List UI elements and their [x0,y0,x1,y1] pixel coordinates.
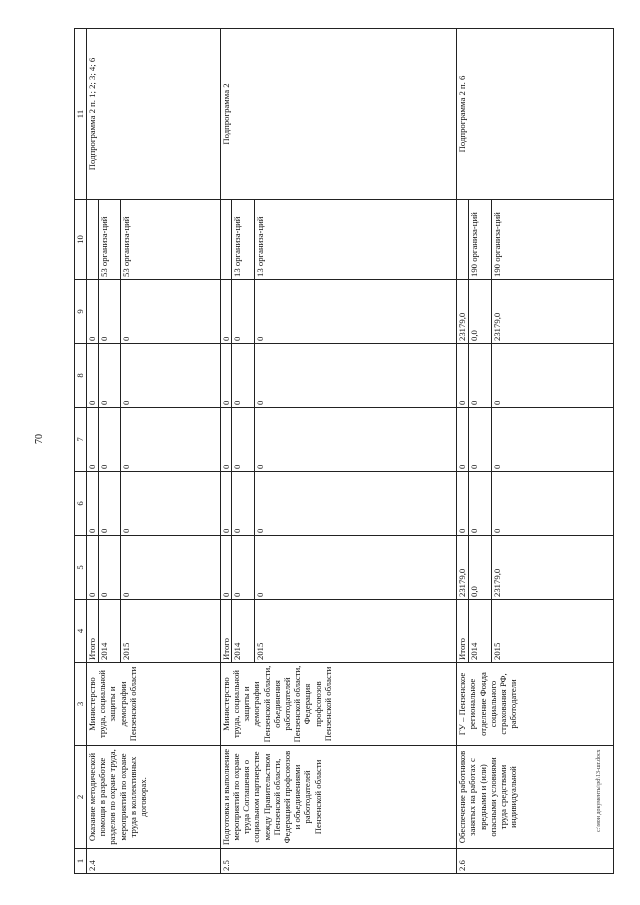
indicator-cell: 190 организа-ций [491,200,613,280]
value-cell: 0 [98,344,121,408]
program-table [74,28,614,874]
activity-name: Оказание методической помощи в разработке разделов по охране труда, мероприятий по охране труда в коллективных договорах. [87,746,221,849]
subprogram-ref: Подпрограмма 2 п. 6 [457,29,614,200]
value-cell: 0 [255,280,457,344]
page-number: 70 [34,434,45,444]
table-row [220,29,232,874]
footer-file-path: c:\мои документы\pd\13-шг.docx [596,749,602,832]
executor: Министерство труда, социальной защиты и демографии Пензенской области, объединения работодателей Пензенской области, Федерация профсоюзов Пензенской области [220,663,456,746]
indicator-cell [457,200,469,280]
indicator-cell [87,200,99,280]
value-cell: 0 [121,280,220,344]
header-cell: 9 [75,280,87,344]
value-cell: 0,0 [468,280,491,344]
value-cell: 0 [98,536,121,600]
value-cell: 0 [232,536,255,600]
value-cell: 0 [491,472,613,536]
value-cell: 0 [220,408,232,472]
table-row [457,29,469,874]
indicator-cell: 13 организа-ций [255,200,457,280]
value-cell: 0 [491,344,613,408]
value-cell: 0 [220,472,232,536]
table-row [87,29,99,874]
value-cell: 23179,0 [491,536,613,600]
header-cell: 6 [75,472,87,536]
value-cell: 0 [457,472,469,536]
value-cell: 0 [87,472,99,536]
header-cell: 10 [75,200,87,280]
value-cell: 0 [87,344,99,408]
value-cell: 0 [468,472,491,536]
value-cell: 0 [87,536,99,600]
value-cell: 0 [121,408,220,472]
period: 2015 [255,600,457,663]
value-cell: 0 [121,536,220,600]
header-cell: 4 [75,600,87,663]
value-cell: 23179,0 [457,280,469,344]
value-cell: 0 [121,344,220,408]
activity-name: Обеспечение работников занятых на работах с вредными и (или) опасными условиями труда средствами индивидуальной [457,746,614,849]
header-cell: 11 [75,29,87,200]
indicator-cell [220,200,232,280]
value-cell: 0 [98,408,121,472]
value-cell: 0 [220,536,232,600]
value-cell: 0 [98,472,121,536]
row-number: 2.6 [457,849,614,874]
value-cell: 0 [255,472,457,536]
period: 2014 [468,600,491,663]
header-cell: 3 [75,663,87,746]
value-cell: 23179,0 [457,536,469,600]
indicator-cell: 53 организа-ций [121,200,220,280]
value-cell: 0 [255,344,457,408]
value-cell: 0,0 [468,536,491,600]
value-cell: 0 [457,408,469,472]
value-cell: 0 [468,408,491,472]
value-cell: 0 [255,408,457,472]
value-cell: 0 [457,344,469,408]
value-cell: 0 [232,280,255,344]
header-cell: 8 [75,344,87,408]
value-cell: 0 [121,472,220,536]
executor: Министерство труда, социальной защиты и демографии Пензенской области [87,663,221,746]
value-cell: 0 [98,280,121,344]
value-cell: 0 [87,408,99,472]
period: 2014 [98,600,121,663]
indicator-cell: 53 организа-ций [98,200,121,280]
indicator-cell: 13 организа-ций [232,200,255,280]
period: 2014 [232,600,255,663]
value-cell: 0 [491,408,613,472]
row-number: 2.4 [87,849,221,874]
value-cell: 0 [468,344,491,408]
executor: ГУ – Пензенское региональное отделение Фонда социального страхования РФ, работодатели [457,663,614,746]
header-cell: 5 [75,536,87,600]
subprogram-ref: Подпрограмма 2 п. 1; 2; 3; 4; 6 [87,29,221,200]
row-number: 2.5 [220,849,456,874]
value-cell: 0 [232,344,255,408]
value-cell: 0 [232,472,255,536]
value-cell: 0 [220,344,232,408]
header-cell: 7 [75,408,87,472]
period: Итого [87,600,99,663]
period: 2015 [121,600,220,663]
header-row [75,29,87,874]
value-cell: 0 [87,280,99,344]
period: 2015 [491,600,613,663]
activity-name: Подготовка и выполнение мероприятий по охране труда Соглашения о социальном партнерстве между Правительством Пензенской области, Федерацией профсоюзов и объединениями работодателей Пензенской области [220,746,456,849]
indicator-cell: 190 организа-ций [468,200,491,280]
value-cell: 0 [220,280,232,344]
header-cell: 1 [75,849,87,874]
header-cell: 2 [75,746,87,849]
value-cell: 23179,0 [491,280,613,344]
value-cell: 0 [255,536,457,600]
subprogram-ref: Подпрограмма 2 [220,29,456,200]
period: Итого [457,600,469,663]
program-table-rotated [74,29,614,874]
value-cell: 0 [232,408,255,472]
period: Итого [220,600,232,663]
